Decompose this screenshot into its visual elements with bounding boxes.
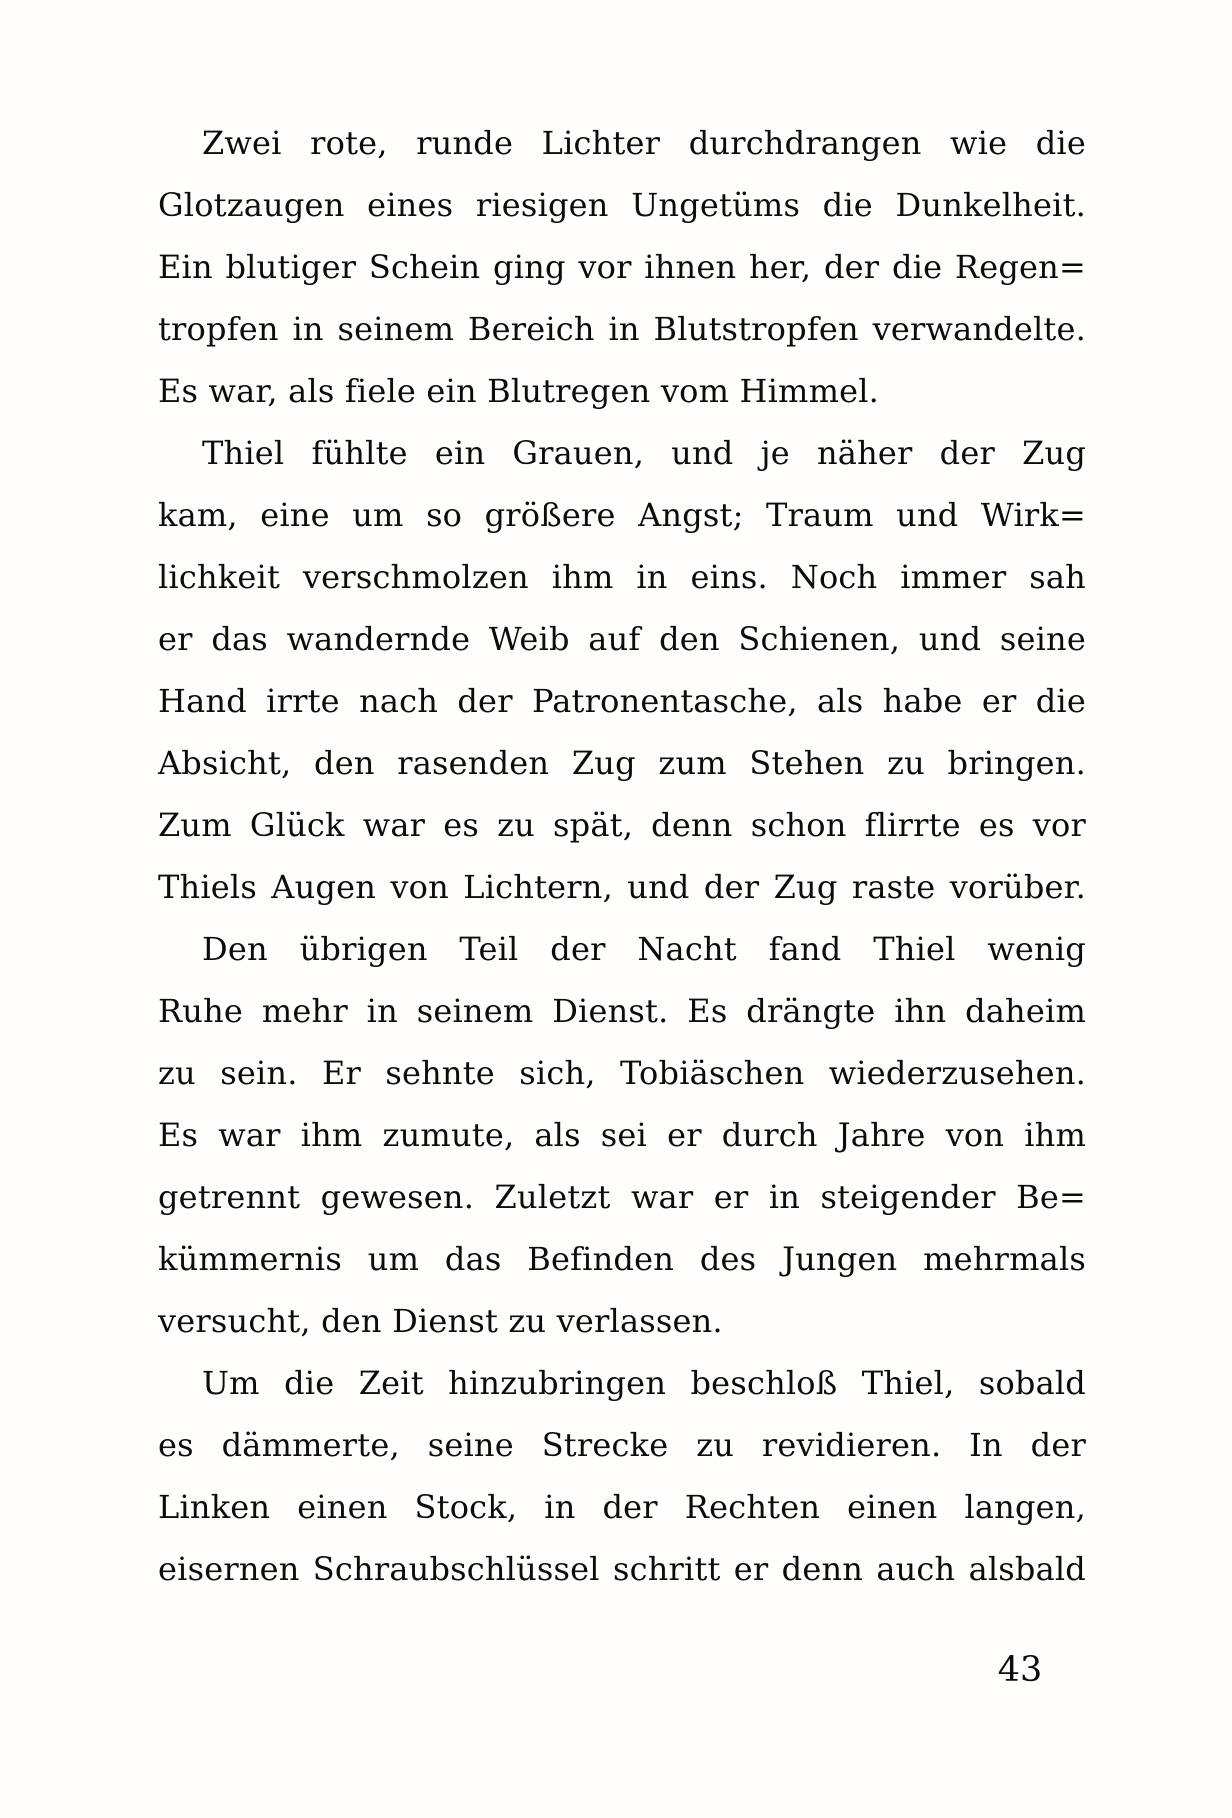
paragraph (158, 918, 1086, 1352)
text-line: Ein blutiger Schein ging vor ihnen her, der die Regen= (158, 248, 1086, 286)
text-line: Zum Glück war es zu spät, denn schon flirrte es vor (158, 806, 1086, 844)
text-line: kam, eine um so größere Angst; Traum und Wirk= (158, 496, 1086, 534)
text-line: Den übrigen Teil der Nacht fand Thiel wenig (202, 930, 1086, 968)
text-line: versucht, den Dienst zu verlassen. (158, 1302, 723, 1340)
text-line: Thiel fühlte ein Grauen, und je näher der Zug (202, 434, 1086, 472)
page-number: 43 (997, 1650, 1043, 1690)
text-line: kümmernis um das Befinden des Jungen mehrmals (158, 1240, 1086, 1278)
text-line: Ruhe mehr in seinem Dienst. Es drängte ihn daheim (158, 992, 1086, 1030)
text-line: lichkeit verschmolzen ihm in eins. Noch immer sah (158, 558, 1086, 596)
text-line: Um die Zeit hinzubringen beschloß Thiel, sobald (202, 1364, 1086, 1402)
text-line: Glotzaugen eines riesigen Ungetüms die Dunkelheit. (158, 186, 1086, 224)
text-line: Zwei rote, runde Lichter durchdrangen wie die (202, 124, 1086, 162)
paragraph (158, 1352, 1086, 1600)
text-line: Es war, als fiele ein Blutregen vom Himmel. (158, 372, 880, 410)
text-line: eisernen Schraubschlüssel schritt er denn auch alsbald (158, 1550, 1086, 1588)
text-line: Absicht, den rasenden Zug zum Stehen zu bringen. (158, 744, 1086, 782)
text-line: er das wandernde Weib auf den Schienen, und seine (158, 620, 1086, 658)
paragraph (158, 112, 1086, 422)
text-line: Hand irrte nach der Patronentasche, als habe er die (158, 682, 1086, 720)
text-line: zu sein. Er sehnte sich, Tobiäschen wiederzusehen. (158, 1054, 1086, 1092)
text-line: Thiels Augen von Lichtern, und der Zug raste vorüber. (158, 868, 1086, 906)
text-line: es dämmerte, seine Strecke zu revidieren. In der (158, 1426, 1086, 1464)
text-line: tropfen in seinem Bereich in Blutstropfen verwandelte. (158, 310, 1086, 348)
text-line: Linken einen Stock, in der Rechten einen langen, (158, 1488, 1086, 1526)
text-line: getrennt gewesen. Zuletzt war er in steigender Be= (158, 1178, 1086, 1216)
text-line: Es war ihm zumute, als sei er durch Jahre von ihm (158, 1116, 1086, 1154)
paragraph (158, 422, 1086, 918)
text-block (158, 112, 1086, 1600)
